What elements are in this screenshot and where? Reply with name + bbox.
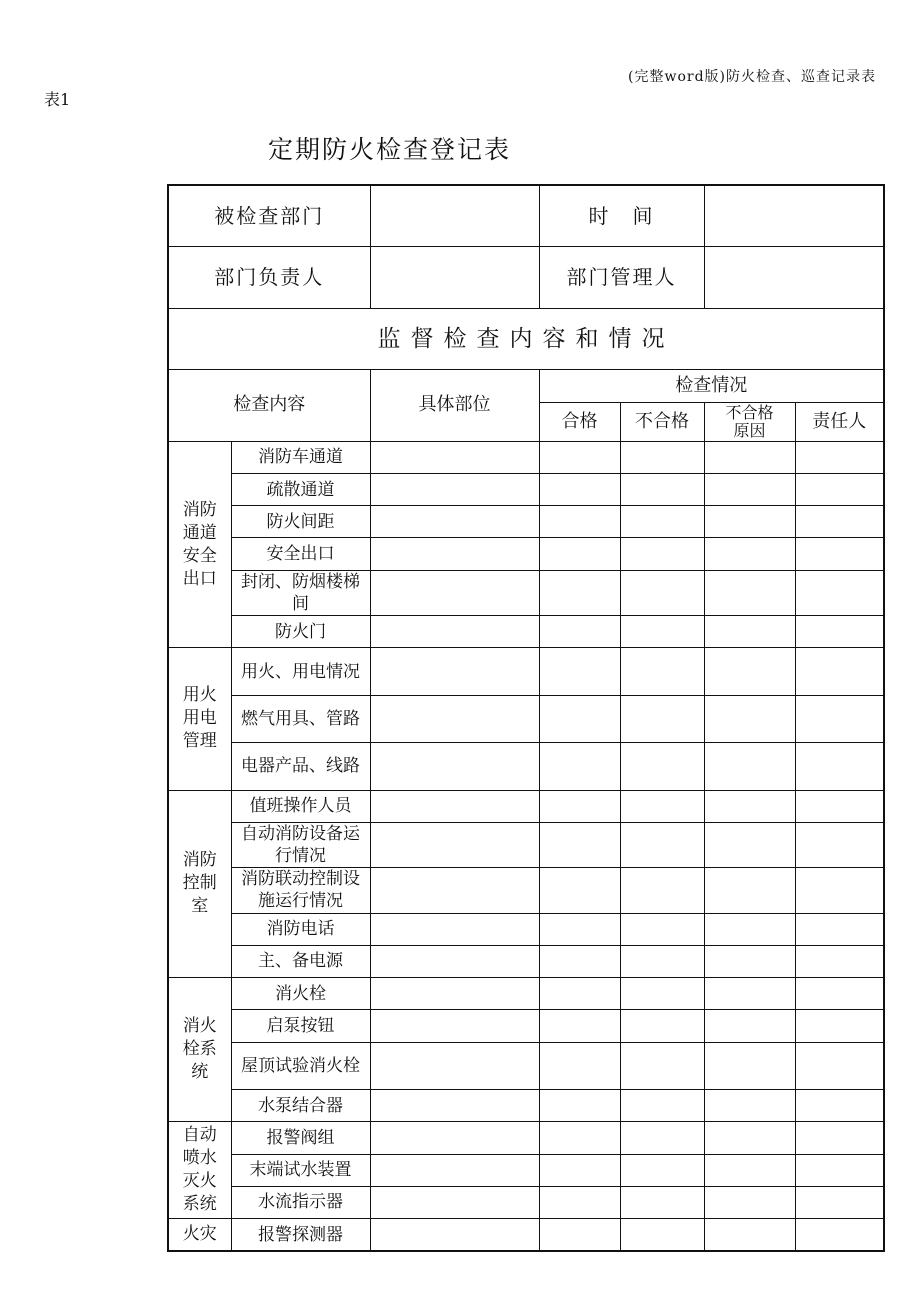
owner-cell[interactable] — [795, 473, 884, 505]
pass-cell[interactable] — [539, 1122, 620, 1154]
group-label-line: 灭火 — [182, 1171, 217, 1192]
check-item: 自动消防设备运行情况 — [231, 822, 370, 867]
col-pass: 合格 — [539, 403, 620, 441]
reason-cell[interactable] — [704, 695, 795, 742]
table-row — [168, 868, 884, 913]
group-label-line: 栓系 — [182, 1039, 217, 1060]
pass-cell[interactable] — [539, 945, 620, 977]
location-cell[interactable] — [370, 822, 539, 867]
col-owner: 责任人 — [795, 403, 884, 441]
owner-cell[interactable] — [795, 1186, 884, 1218]
table-row — [168, 1219, 884, 1251]
check-item: 用火、用电情况 — [231, 648, 370, 695]
group-label-line: 火灾 — [182, 1224, 217, 1245]
time-field[interactable] — [704, 185, 884, 247]
location-cell[interactable] — [370, 1122, 539, 1154]
group-label-line: 出口 — [182, 568, 217, 589]
group-label — [168, 1219, 231, 1251]
reason-cell[interactable] — [704, 913, 795, 945]
owner-cell[interactable] — [795, 868, 884, 913]
fail-cell[interactable] — [620, 1010, 704, 1042]
fail-cell[interactable] — [620, 1122, 704, 1154]
group-label-line: 室 — [191, 896, 209, 917]
pass-cell[interactable] — [539, 1186, 620, 1218]
fail-cell[interactable] — [620, 1042, 704, 1089]
check-item: 消火栓 — [231, 978, 370, 1010]
table-row — [168, 913, 884, 945]
reason-cell[interactable] — [704, 570, 795, 615]
location-cell[interactable] — [370, 570, 539, 615]
table-row — [168, 743, 884, 790]
owner-cell[interactable] — [795, 913, 884, 945]
fail-cell[interactable] — [620, 473, 704, 505]
col-check-content: 检查内容 — [168, 370, 370, 442]
fail-cell[interactable] — [620, 1090, 704, 1122]
owner-cell[interactable] — [795, 1122, 884, 1154]
reason-cell[interactable] — [704, 1154, 795, 1186]
check-item: 电器产品、线路 — [231, 743, 370, 790]
owner-cell[interactable] — [795, 945, 884, 977]
group-label-line: 消防 — [182, 499, 217, 520]
group-label — [168, 790, 231, 978]
fail-cell[interactable] — [620, 695, 704, 742]
check-item: 值班操作人员 — [231, 790, 370, 822]
fail-cell[interactable] — [620, 570, 704, 615]
table-row — [168, 1122, 884, 1154]
dept-head-field[interactable] — [370, 247, 539, 309]
check-item: 防火间距 — [231, 506, 370, 538]
fail-cell[interactable] — [620, 743, 704, 790]
fail-cell[interactable] — [620, 822, 704, 867]
location-cell[interactable] — [370, 506, 539, 538]
table-row — [168, 538, 884, 570]
group-label-line: 控制 — [182, 873, 217, 894]
group-label-line: 管理 — [182, 731, 217, 752]
inspected-dept-field[interactable] — [370, 185, 539, 247]
reason-cell[interactable] — [704, 1186, 795, 1218]
inspection-form — [167, 184, 885, 1252]
reason-cell[interactable] — [704, 648, 795, 695]
pass-cell[interactable] — [539, 1219, 620, 1251]
reason-cell[interactable] — [704, 473, 795, 505]
owner-cell[interactable] — [795, 1154, 884, 1186]
owner-cell[interactable] — [795, 538, 884, 570]
location-cell[interactable] — [370, 1154, 539, 1186]
reason-cell[interactable] — [704, 743, 795, 790]
fail-cell[interactable] — [620, 648, 704, 695]
fail-cell[interactable] — [620, 538, 704, 570]
table-row — [168, 473, 884, 505]
location-cell[interactable] — [370, 978, 539, 1010]
dept-manager-label: 部门管理人 — [539, 247, 704, 309]
pass-cell[interactable] — [539, 506, 620, 538]
group-label-line: 系统 — [182, 1194, 217, 1215]
table-row — [168, 1154, 884, 1186]
location-cell[interactable] — [370, 538, 539, 570]
reason-cell[interactable] — [704, 506, 795, 538]
reason-cell[interactable] — [704, 1042, 795, 1089]
pass-cell[interactable] — [539, 441, 620, 473]
section-title: 监督检查内容和情况 — [168, 308, 884, 370]
location-cell[interactable] — [370, 616, 539, 648]
location-cell[interactable] — [370, 1090, 539, 1122]
location-cell[interactable] — [370, 743, 539, 790]
fail-cell[interactable] — [620, 978, 704, 1010]
col-fail: 不合格 — [620, 403, 704, 441]
reason-cell[interactable] — [704, 616, 795, 648]
pass-cell[interactable] — [539, 473, 620, 505]
pass-cell[interactable] — [539, 570, 620, 615]
owner-cell[interactable] — [795, 1042, 884, 1089]
table-row — [168, 1186, 884, 1218]
fail-cell[interactable] — [620, 945, 704, 977]
reason-cell[interactable] — [704, 538, 795, 570]
owner-cell[interactable] — [795, 570, 884, 615]
location-cell[interactable] — [370, 473, 539, 505]
pass-cell[interactable] — [539, 822, 620, 867]
fail-cell[interactable] — [620, 616, 704, 648]
dept-head-label: 部门负责人 — [168, 247, 370, 309]
location-cell[interactable] — [370, 1186, 539, 1218]
owner-cell[interactable] — [795, 1090, 884, 1122]
check-item: 主、备电源 — [231, 945, 370, 977]
location-cell[interactable] — [370, 868, 539, 913]
fail-cell[interactable] — [620, 868, 704, 913]
check-item: 疏散通道 — [231, 473, 370, 505]
table-row — [168, 1010, 884, 1042]
check-item: 报警探测器 — [231, 1219, 370, 1251]
group-label — [168, 1122, 231, 1219]
group-label — [168, 978, 231, 1122]
location-cell[interactable] — [370, 913, 539, 945]
col-check-status: 检查情况 — [539, 370, 884, 403]
location-cell[interactable] — [370, 441, 539, 473]
group-label-line: 自动 — [182, 1125, 217, 1146]
owner-cell[interactable] — [795, 978, 884, 1010]
owner-cell[interactable] — [795, 616, 884, 648]
owner-cell[interactable] — [795, 1010, 884, 1042]
pass-cell[interactable] — [539, 743, 620, 790]
group-label-line: 喷水 — [182, 1148, 217, 1169]
owner-cell[interactable] — [795, 743, 884, 790]
fail-cell[interactable] — [620, 1186, 704, 1218]
check-item: 防火门 — [231, 616, 370, 648]
check-item: 屋顶试验消火栓 — [231, 1042, 370, 1089]
location-cell[interactable] — [370, 945, 539, 977]
col-fail-reason: 不合格原因 — [704, 403, 795, 441]
fail-cell[interactable] — [620, 790, 704, 822]
inspected-dept-label: 被检查部门 — [168, 185, 370, 247]
check-item: 末端试水装置 — [231, 1154, 370, 1186]
reason-cell[interactable] — [704, 1122, 795, 1154]
check-item: 水流指示器 — [231, 1186, 370, 1218]
reason-cell[interactable] — [704, 822, 795, 867]
check-item: 启泵按钮 — [231, 1010, 370, 1042]
table-row — [168, 648, 884, 695]
pass-cell[interactable] — [539, 868, 620, 913]
check-item: 水泵结合器 — [231, 1090, 370, 1122]
page-title: 定期防火检查登记表 — [268, 135, 512, 164]
owner-cell[interactable] — [795, 695, 884, 742]
pass-cell[interactable] — [539, 1090, 620, 1122]
table-row — [168, 822, 884, 867]
reason-cell[interactable] — [704, 1219, 795, 1251]
fail-cell[interactable] — [620, 1219, 704, 1251]
pass-cell[interactable] — [539, 978, 620, 1010]
group-label-line: 用火 — [182, 685, 217, 706]
reason-cell[interactable] — [704, 441, 795, 473]
check-item: 报警阀组 — [231, 1122, 370, 1154]
reason-cell[interactable] — [704, 945, 795, 977]
reason-cell[interactable] — [704, 1090, 795, 1122]
time-label: 时 间 — [539, 185, 704, 247]
group-label — [168, 648, 231, 790]
location-cell[interactable] — [370, 1219, 539, 1251]
location-cell[interactable] — [370, 648, 539, 695]
table-row — [168, 506, 884, 538]
col-location: 具体部位 — [370, 370, 539, 442]
table-number: 表1 — [44, 90, 71, 109]
check-item: 燃气用具、管路 — [231, 695, 370, 742]
group-label-line: 消火 — [182, 1016, 217, 1037]
table-row — [168, 616, 884, 648]
fail-cell[interactable] — [620, 506, 704, 538]
pass-cell[interactable] — [539, 1154, 620, 1186]
group-label — [168, 441, 231, 648]
location-cell[interactable] — [370, 1010, 539, 1042]
check-item: 消防电话 — [231, 913, 370, 945]
table-row — [168, 978, 884, 1010]
group-label-line: 统 — [191, 1062, 209, 1083]
owner-cell[interactable] — [795, 648, 884, 695]
check-item: 消防联动控制设施运行情况 — [231, 868, 370, 913]
location-cell[interactable] — [370, 1042, 539, 1089]
reason-cell[interactable] — [704, 1010, 795, 1042]
pass-cell[interactable] — [539, 616, 620, 648]
group-label-line: 安全 — [182, 545, 217, 566]
pass-cell[interactable] — [539, 648, 620, 695]
reason-cell[interactable] — [704, 978, 795, 1010]
pass-cell[interactable] — [539, 790, 620, 822]
table-row — [168, 945, 884, 977]
reason-cell[interactable] — [704, 868, 795, 913]
fail-cell[interactable] — [620, 913, 704, 945]
owner-cell[interactable] — [795, 506, 884, 538]
owner-cell[interactable] — [795, 441, 884, 473]
reason-cell[interactable] — [704, 790, 795, 822]
dept-manager-field[interactable] — [704, 247, 884, 309]
table-row — [168, 790, 884, 822]
table-row — [168, 695, 884, 742]
pass-cell[interactable] — [539, 1042, 620, 1089]
table-row — [168, 1090, 884, 1122]
location-cell[interactable] — [370, 695, 539, 742]
check-item: 封闭、防烟楼梯间 — [231, 570, 370, 615]
check-item: 安全出口 — [231, 538, 370, 570]
group-label-line: 用电 — [182, 708, 217, 729]
group-label-line: 通道 — [182, 522, 217, 543]
fail-cell[interactable] — [620, 1154, 704, 1186]
fail-cell[interactable] — [620, 441, 704, 473]
owner-cell[interactable] — [795, 790, 884, 822]
pass-cell[interactable] — [539, 1010, 620, 1042]
location-cell[interactable] — [370, 790, 539, 822]
owner-cell[interactable] — [795, 1219, 884, 1251]
table-row — [168, 1042, 884, 1089]
pass-cell[interactable] — [539, 695, 620, 742]
document-header: (完整word版)防火检查、巡查记录表 — [628, 69, 876, 85]
pass-cell[interactable] — [539, 913, 620, 945]
owner-cell[interactable] — [795, 822, 884, 867]
check-item: 消防车通道 — [231, 441, 370, 473]
pass-cell[interactable] — [539, 538, 620, 570]
group-label-line: 消防 — [182, 850, 217, 871]
table-row — [168, 441, 884, 473]
table-row — [168, 570, 884, 615]
